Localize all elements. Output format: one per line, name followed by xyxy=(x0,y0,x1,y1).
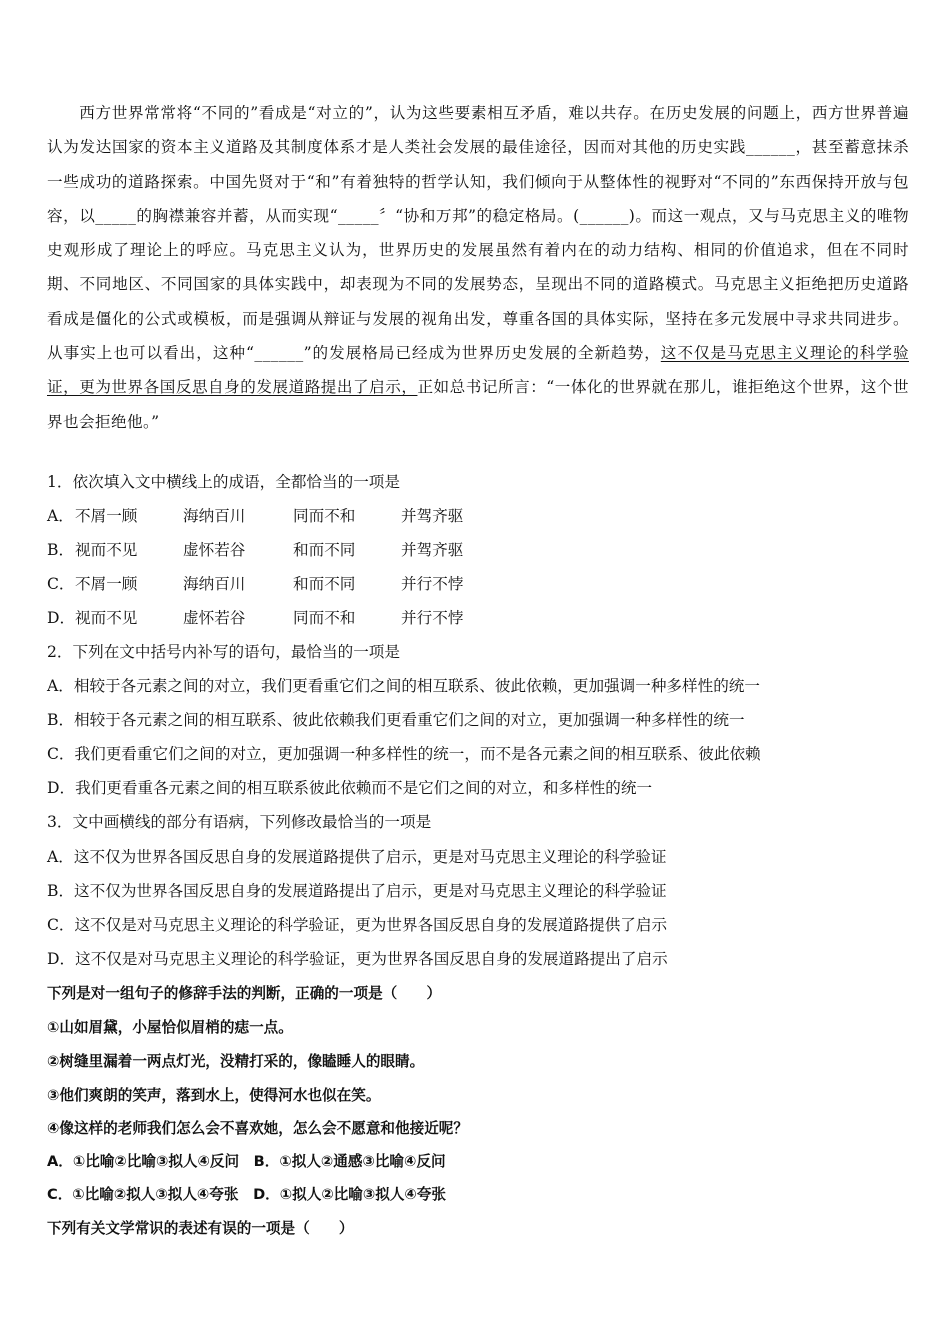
q3-option-a: A．这不仅为世界各国反思自身的发展道路提供了启示，更是对马克思主义理论的科学验证 xyxy=(47,848,667,866)
q5-stem: 下列有关文学常识的表述有误的一项是（ ） xyxy=(47,1220,354,1237)
q2-option-b: B．相较于各元素之间的相互联系、彼此依赖我们更看重它们之间的对立，更加强调一种多样性的统一 xyxy=(47,711,745,729)
q4-sentence-4: ④像这样的老师我们怎么会不喜欢她，怎么会不愿意和他接近呢？ xyxy=(47,1120,468,1137)
underlined-sentence: 这不仅是马克思主义理论的科学验证，更为世界各国反思自身的发展道路提出了启示， xyxy=(47,344,909,397)
q2-option-c: C．我们更看重它们之间的对立，更加强调一种多样性的统一，而不是各元素之间的相互联系、彼此依赖 xyxy=(47,745,761,763)
q1-option-c: C．不屑一顾 海纳百川 和而不同 并行不悖 xyxy=(47,575,464,593)
passage-text: 西方世界常常将“不同的”看成是“对立的”，认为这些要素相互矛盾，难以共存。在历史发展的问题上，西方世界普遍认为发达国家的资本主义道路及其制度体系才是人类社会发展的最佳途径，因而对其他的历史实践______，甚至蓄意抹杀一些成功的道路探索。中国先贤对于“和”有着独特的哲学认知，我们倾向于从整体性的视野对“不同的”东西保持开放与包容，以_____的胸襟兼容并蓄，从而实现“_____〞“协和万邦”的稳定格局。(______)。而这一观点，又与马克思主义的唯物史观形成了理论上的呼应。马克思主义认为，世界历史的发展虽然有着内在的动力结构、相同的价值追求，但在不同时期、不同地区、不同国家的具体实践中，却表现为不同的发展势态，呈现出不同的道路模式。马克思主义拒绝把历史道路看成是僵化的公式或模板，而是强调从辩证与发展的视角出发，尊重各国的具体实际，坚持在多元发展中寻求共同进步。从事实上也可以看出，这种“______”的发展格局已经成为世界历史发展的全新趋势， xyxy=(47,104,909,363)
q1-option-a: A．不屑一顾 海纳百川 同而不和 并驾齐驱 xyxy=(47,507,464,525)
passage-quote: 正如总书记所言：“一体化的世界就在那儿，谁拒绝这个世界，这个世界也会拒绝他。” xyxy=(47,378,910,431)
q2-option-d: D．我们更看重各元素之间的相互联系彼此依赖而不是它们之间的对立，和多样性的统一 xyxy=(47,779,653,797)
q4-sentence-2: ②树缝里漏着一两点灯光，没精打采的，像瞌睡人的眼睛。 xyxy=(47,1053,425,1070)
q4-sentence-3: ③他们爽朗的笑声，落到水上，使得河水也似在笑。 xyxy=(47,1087,381,1104)
q1-option-b: B．视而不见 虚怀若谷 和而不同 并驾齐驱 xyxy=(47,541,464,559)
q2-stem: 2．下列在文中括号内补写的语句，最恰当的一项是 xyxy=(47,643,400,661)
q3-option-d: D．这不仅是对马克思主义理论的科学验证，更为世界各国反思自身的发展道路提出了启示 xyxy=(47,950,668,968)
reading-passage xyxy=(47,96,909,439)
q4-options-cd: C．①比喻②拟人③拟人④夸张 D．①拟人②比喻③拟人④夸张 xyxy=(47,1186,446,1203)
q4-sentence-1: ①山如眉黛，小屋恰似眉梢的痣一点。 xyxy=(47,1019,293,1036)
q3-option-b: B．这不仅为世界各国反思自身的发展道路提出了启示，更是对马克思主义理论的科学验证 xyxy=(47,882,667,900)
q1-option-d: D．视而不见 虚怀若谷 同而不和 并行不悖 xyxy=(47,609,464,627)
q4-stem: 下列是对一组句子的修辞手法的判断，正确的一项是（ ） xyxy=(47,985,442,1002)
q2-option-a: A．相较于各元素之间的对立，我们更看重它们之间的相互联系、彼此依赖，更加强调一种多样性的统一 xyxy=(47,677,760,695)
q4-options-ab: A．①比喻②比喻③拟人④反问 B．①拟人②通感③比喻④反问 xyxy=(47,1153,446,1170)
q3-stem: 3．文中画横线的部分有语病，下列修改最恰当的一项是 xyxy=(47,813,432,831)
q1-stem: 1．依次填入文中横线上的成语，全都恰当的一项是 xyxy=(47,473,400,491)
q3-option-c: C．这不仅是对马克思主义理论的科学验证，更为世界各国反思自身的发展道路提供了启示 xyxy=(47,916,668,934)
